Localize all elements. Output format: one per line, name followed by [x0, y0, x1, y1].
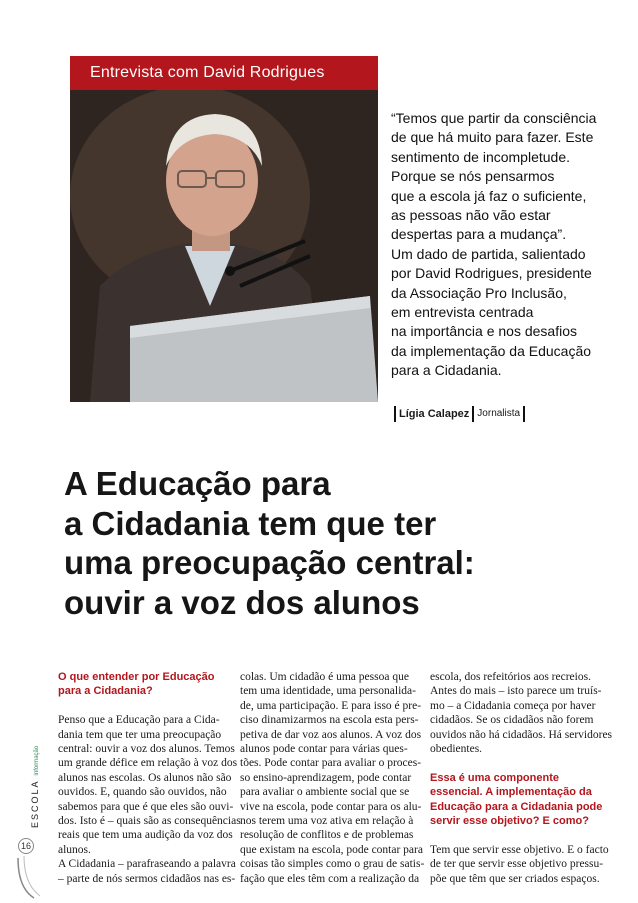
body-line: – parte de nós sermos cidadãos nas es-: [58, 872, 236, 885]
headline-line: a Cidadania tem que ter: [64, 504, 437, 542]
body-line: alunos.: [58, 843, 91, 856]
body-line: so ensino-aprendizagem, pode contar: [240, 771, 412, 784]
body-line: Penso que a Educação para a Cida-: [58, 714, 220, 727]
body-line: colas. Um cidadão é uma pessoa que: [240, 671, 409, 683]
headline-line: A Educação para: [64, 465, 331, 502]
body-line: alunos pode contar para várias ques-: [240, 743, 408, 756]
page-curl-icon: [14, 848, 44, 900]
byline: [391, 406, 528, 422]
question-line: servir esse objetivo? E como?: [430, 815, 589, 828]
intro-line: de que há muito para fazer. Este: [391, 129, 594, 146]
article-column-3: [430, 670, 612, 886]
magazine-side-label: [18, 745, 40, 828]
body-line: dania tem que ter uma preocupação: [58, 728, 222, 741]
body-line: tem uma identidade, uma personalida-: [240, 685, 416, 698]
byline-divider: [523, 406, 525, 422]
question-line: Educação para a Cidadania pode: [430, 800, 603, 813]
body-line: para avaliar o ambiente social que se: [240, 786, 410, 799]
body-line: ciso dinamizarmos na escola esta pers-: [240, 714, 419, 727]
body-line: cidadãos. Se os cidadãos não forem: [430, 714, 594, 727]
intro-line: na importância e nos desafios: [391, 323, 577, 340]
question-line: Essa é uma componente: [430, 771, 559, 784]
intro-line: Um dado de partida, salientado: [391, 245, 586, 262]
headline-line: ouvir a voz dos alunos: [64, 583, 420, 621]
author-name: Lígia Calapez: [399, 408, 470, 420]
body-line: põe que têm que ser criados espaços.: [430, 872, 600, 885]
body-line: dos. Isto é – quais são as consequências: [58, 815, 241, 828]
intro-paragraph: [391, 109, 623, 381]
question-line: essencial. A implementação da: [430, 786, 592, 799]
intro-line: Porque se nós pensarmos: [391, 168, 555, 185]
intro-line: em entrevista centrada: [391, 304, 534, 321]
author-role: Jornalista: [477, 408, 521, 419]
body-line: de ter que servir esse objetivo pressu-: [430, 858, 604, 871]
article-column-1: [58, 670, 241, 886]
body-line: reais que tem uma audição da voz dos: [58, 829, 233, 842]
body-line: A Cidadania – parafraseando a palavra: [58, 858, 236, 871]
body-line: tões. Pode contar para avaliar o proces-: [240, 757, 422, 770]
body-line: vive na escola, pode contar para os alu-: [240, 800, 422, 813]
interview-banner: Entrevista com David Rodrigues: [70, 56, 378, 90]
page-number: 16: [18, 838, 34, 854]
intro-line: que a escola já faz o suficiente,: [391, 187, 587, 204]
body-line: ouvidos. E, quando são ouvidos, não: [58, 786, 227, 799]
magazine-sublabel: informação: [34, 745, 40, 776]
question-line: O que entender por Educação: [58, 671, 215, 683]
photo-illustration: [70, 56, 378, 402]
body-line: que existam na escola, pode contar para: [240, 843, 423, 856]
intro-line: para a Cidadania.: [391, 362, 502, 379]
intro-line: “Temos que partir da consciência: [391, 110, 597, 126]
body-line: central: ouvir a voz dos alunos. Temos: [58, 743, 235, 756]
body-line: sabemos para que é que eles são ouvi-: [58, 800, 234, 813]
intro-line: da implementação da Educação: [391, 342, 592, 359]
body-line: um grande défice em relação à voz dos: [58, 757, 238, 770]
intro-line: da Associação Pro Inclusão,: [391, 284, 567, 301]
body-line: nos terem uma voz ativa em relação à: [240, 815, 414, 828]
question-line: para a Cidadania?: [58, 685, 153, 698]
body-line: escola, dos refeitórios aos recreios.: [430, 671, 591, 683]
body-line: de, uma participação. E para isso é pre-: [240, 699, 422, 712]
magazine-label: ESCOLA: [30, 779, 40, 828]
headline-line: uma preocupação central:: [64, 544, 475, 581]
body-line: coisas tão simples como o grau de satis-: [240, 858, 425, 871]
intro-line: as pessoas não vão estar: [391, 207, 551, 224]
article-column-2: [240, 670, 425, 886]
byline-divider: [472, 406, 474, 422]
byline-divider: [394, 406, 396, 422]
body-line: Tem que servir esse objetivo. E o facto: [430, 843, 609, 856]
interview-photo: [70, 56, 378, 402]
intro-line: despertas para a mudança”.: [391, 226, 567, 243]
body-line: alunos nas escolas. Os alunos não são: [58, 771, 232, 784]
body-line: petiva de dar voz aos alunos. A voz dos: [240, 728, 422, 741]
body-line: resolução de conflitos e de problemas: [240, 829, 414, 842]
article-headline: [64, 464, 624, 622]
magazine-name: [30, 745, 40, 828]
body-line: obedientes.: [430, 743, 483, 756]
intro-line: por David Rodrigues, presidente: [391, 265, 592, 282]
intro-line: sentimento de incompletude.: [391, 148, 570, 165]
body-line: mo – a Cidadania começa por haver: [430, 699, 596, 712]
body-line: Antes do mais – isto parece um truís-: [430, 685, 602, 698]
body-line: fação que eles têm com a realização da: [240, 872, 420, 885]
body-line: ouvidos não há cidadãos. Há servidores: [430, 728, 613, 741]
